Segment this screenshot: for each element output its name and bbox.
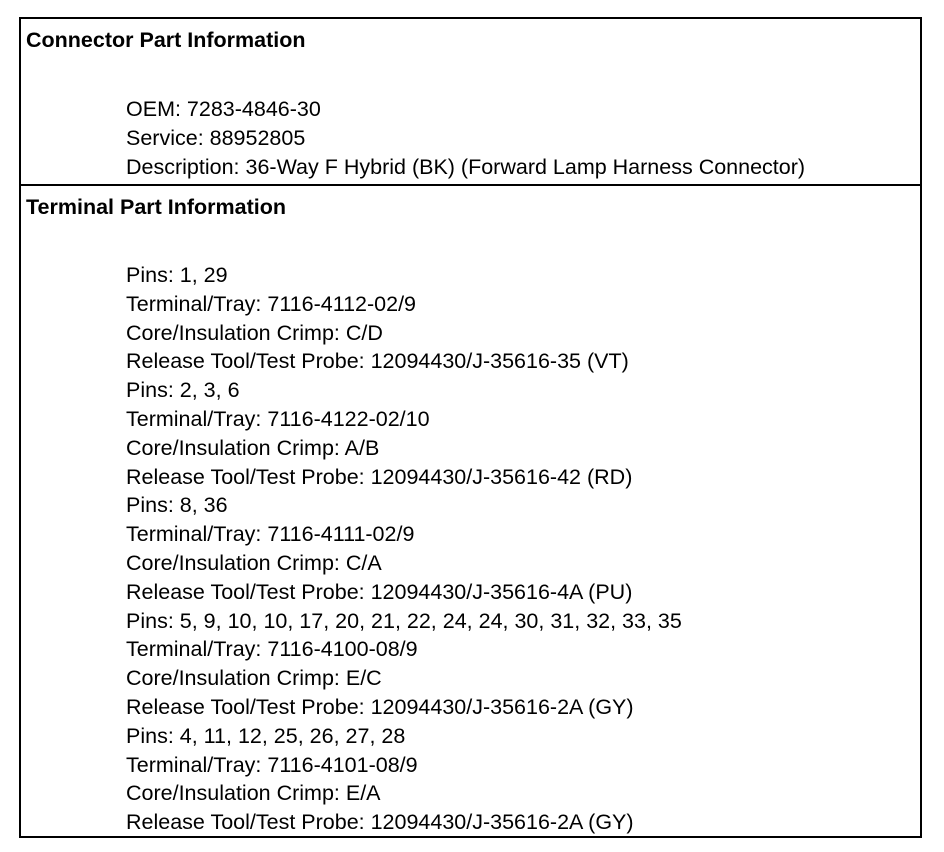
connector-part-details [126,95,805,181]
connector-oem-number: OEM: 7283-4846-30 [126,97,321,121]
terminal-pins: Pins: 2, 3, 6 [126,378,240,403]
connector-part-heading: Connector Part Information [26,28,306,52]
connector-service-number: Service: 88952805 [126,125,306,150]
terminal-crimp: Core/Insulation Crimp: C/D [126,320,383,345]
terminal-crimp: Core/Insulation Crimp: A/B [126,435,380,460]
terminal-pins: Pins: 5, 9, 10, 10, 17, 20, 21, 22, 24, 24, 30, 31, 32, 33, 35 [126,608,682,633]
terminal-tray: Terminal/Tray: 7116-4111-02/9 [126,522,415,547]
part-information-table [19,17,922,838]
terminal-release-tool: Release Tool/Test Probe: 12094430/J-35616-2A (GY) [126,694,634,719]
terminal-tray: Terminal/Tray: 7116-4101-08/9 [126,752,418,777]
terminal-tray: Terminal/Tray: 7116-4122-02/10 [126,406,430,431]
terminal-tray: Terminal/Tray: 7116-4100-08/9 [126,637,418,662]
terminal-crimp: Core/Insulation Crimp: C/A [126,550,382,575]
terminal-pins: Pins: 4, 11, 12, 25, 26, 27, 28 [126,723,406,748]
terminal-release-tool: Release Tool/Test Probe: 12094430/J-35616-42 (RD) [126,464,633,489]
terminal-part-details [126,261,682,837]
terminal-pins: Pins: 8, 36 [126,493,228,518]
terminal-crimp: Core/Insulation Crimp: E/A [126,781,381,806]
terminal-release-tool: Release Tool/Test Probe: 12094430/J-35616-2A (GY) [126,810,634,835]
terminal-pins: Pins: 1, 29 [126,263,228,287]
connector-description: Description: 36-Way F Hybrid (BK) (Forward Lamp Harness Connector) [126,154,806,179]
terminal-crimp: Core/Insulation Crimp: E/C [126,666,382,691]
terminal-part-heading: Terminal Part Information [26,195,287,219]
terminal-part-section [21,186,920,836]
terminal-release-tool: Release Tool/Test Probe: 12094430/J-35616-4A (PU) [126,579,633,604]
terminal-tray: Terminal/Tray: 7116-4112-02/9 [126,291,416,316]
connector-part-section [21,19,920,186]
terminal-release-tool: Release Tool/Test Probe: 12094430/J-35616-35 (VT) [126,349,629,374]
